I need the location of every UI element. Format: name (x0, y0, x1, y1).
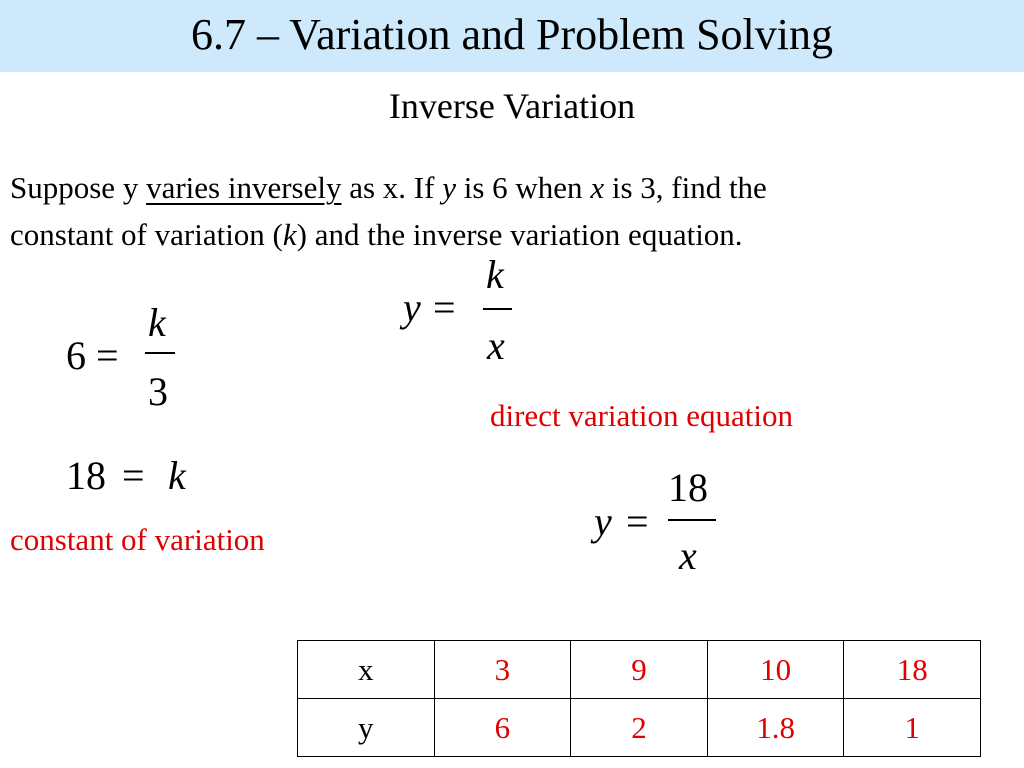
table-cell: 9 (571, 641, 708, 699)
problem-statement (10, 164, 1014, 258)
table-row-y (298, 699, 981, 757)
eq-numerator: k (148, 300, 166, 345)
eq-numerator: k (486, 252, 504, 297)
problem-text: ) and the inverse variation equation. (296, 217, 743, 252)
equation-general (400, 252, 520, 368)
problem-text: Suppose y (10, 170, 147, 205)
table-cell: 6 (434, 699, 571, 757)
problem-line-1 (10, 164, 1014, 211)
variable-x: x (590, 170, 605, 205)
eq-lhs: 18 (66, 453, 106, 498)
problem-text: as x. If (341, 170, 443, 205)
underlined-term: varies inversely (146, 170, 342, 205)
eq-equals: = (122, 453, 145, 498)
table-cell: 10 (707, 641, 844, 699)
row-label-y: y (298, 699, 435, 757)
equation-substituted (64, 300, 184, 415)
fraction-bar (483, 308, 512, 310)
eq-numerator: 18 (668, 465, 708, 510)
problem-line-2 (10, 211, 1014, 258)
variable-y: y (442, 170, 456, 205)
equation-final (594, 464, 724, 582)
eq-denominator: 3 (148, 369, 168, 414)
problem-text: is 6 when (455, 170, 591, 205)
eq-equals: = (626, 499, 649, 544)
table-cell: 18 (844, 641, 981, 699)
eq-lhs: 6 (66, 333, 86, 378)
eq-rhs: k (168, 453, 186, 498)
eq-equals: = (96, 333, 119, 378)
eq-denominator: x (679, 533, 697, 578)
table-cell: 3 (434, 641, 571, 699)
eq-lhs: y (403, 285, 421, 330)
problem-text: is 3, find the (604, 170, 767, 205)
note-direct-variation: direct variation equation (490, 398, 793, 433)
variable-k: k (282, 217, 297, 252)
table-row-x (298, 641, 981, 699)
fraction-bar (668, 519, 716, 521)
row-label-x: x (298, 641, 435, 699)
values-table (297, 640, 981, 757)
table-cell: 2 (571, 699, 708, 757)
equation-solved (66, 454, 206, 500)
eq-denominator: x (487, 323, 505, 368)
table-cell: 1 (844, 699, 981, 757)
problem-text: constant of variation ( (10, 217, 283, 252)
slide-subtitle: Inverse Variation (388, 86, 636, 126)
table-cell: 1.8 (707, 699, 844, 757)
slide-title: 6.7 – Variation and Problem Solving (190, 10, 834, 59)
note-constant-of-variation: constant of variation (10, 522, 265, 557)
fraction-bar (145, 352, 175, 354)
eq-lhs: y (594, 499, 612, 544)
eq-equals: = (433, 285, 456, 330)
